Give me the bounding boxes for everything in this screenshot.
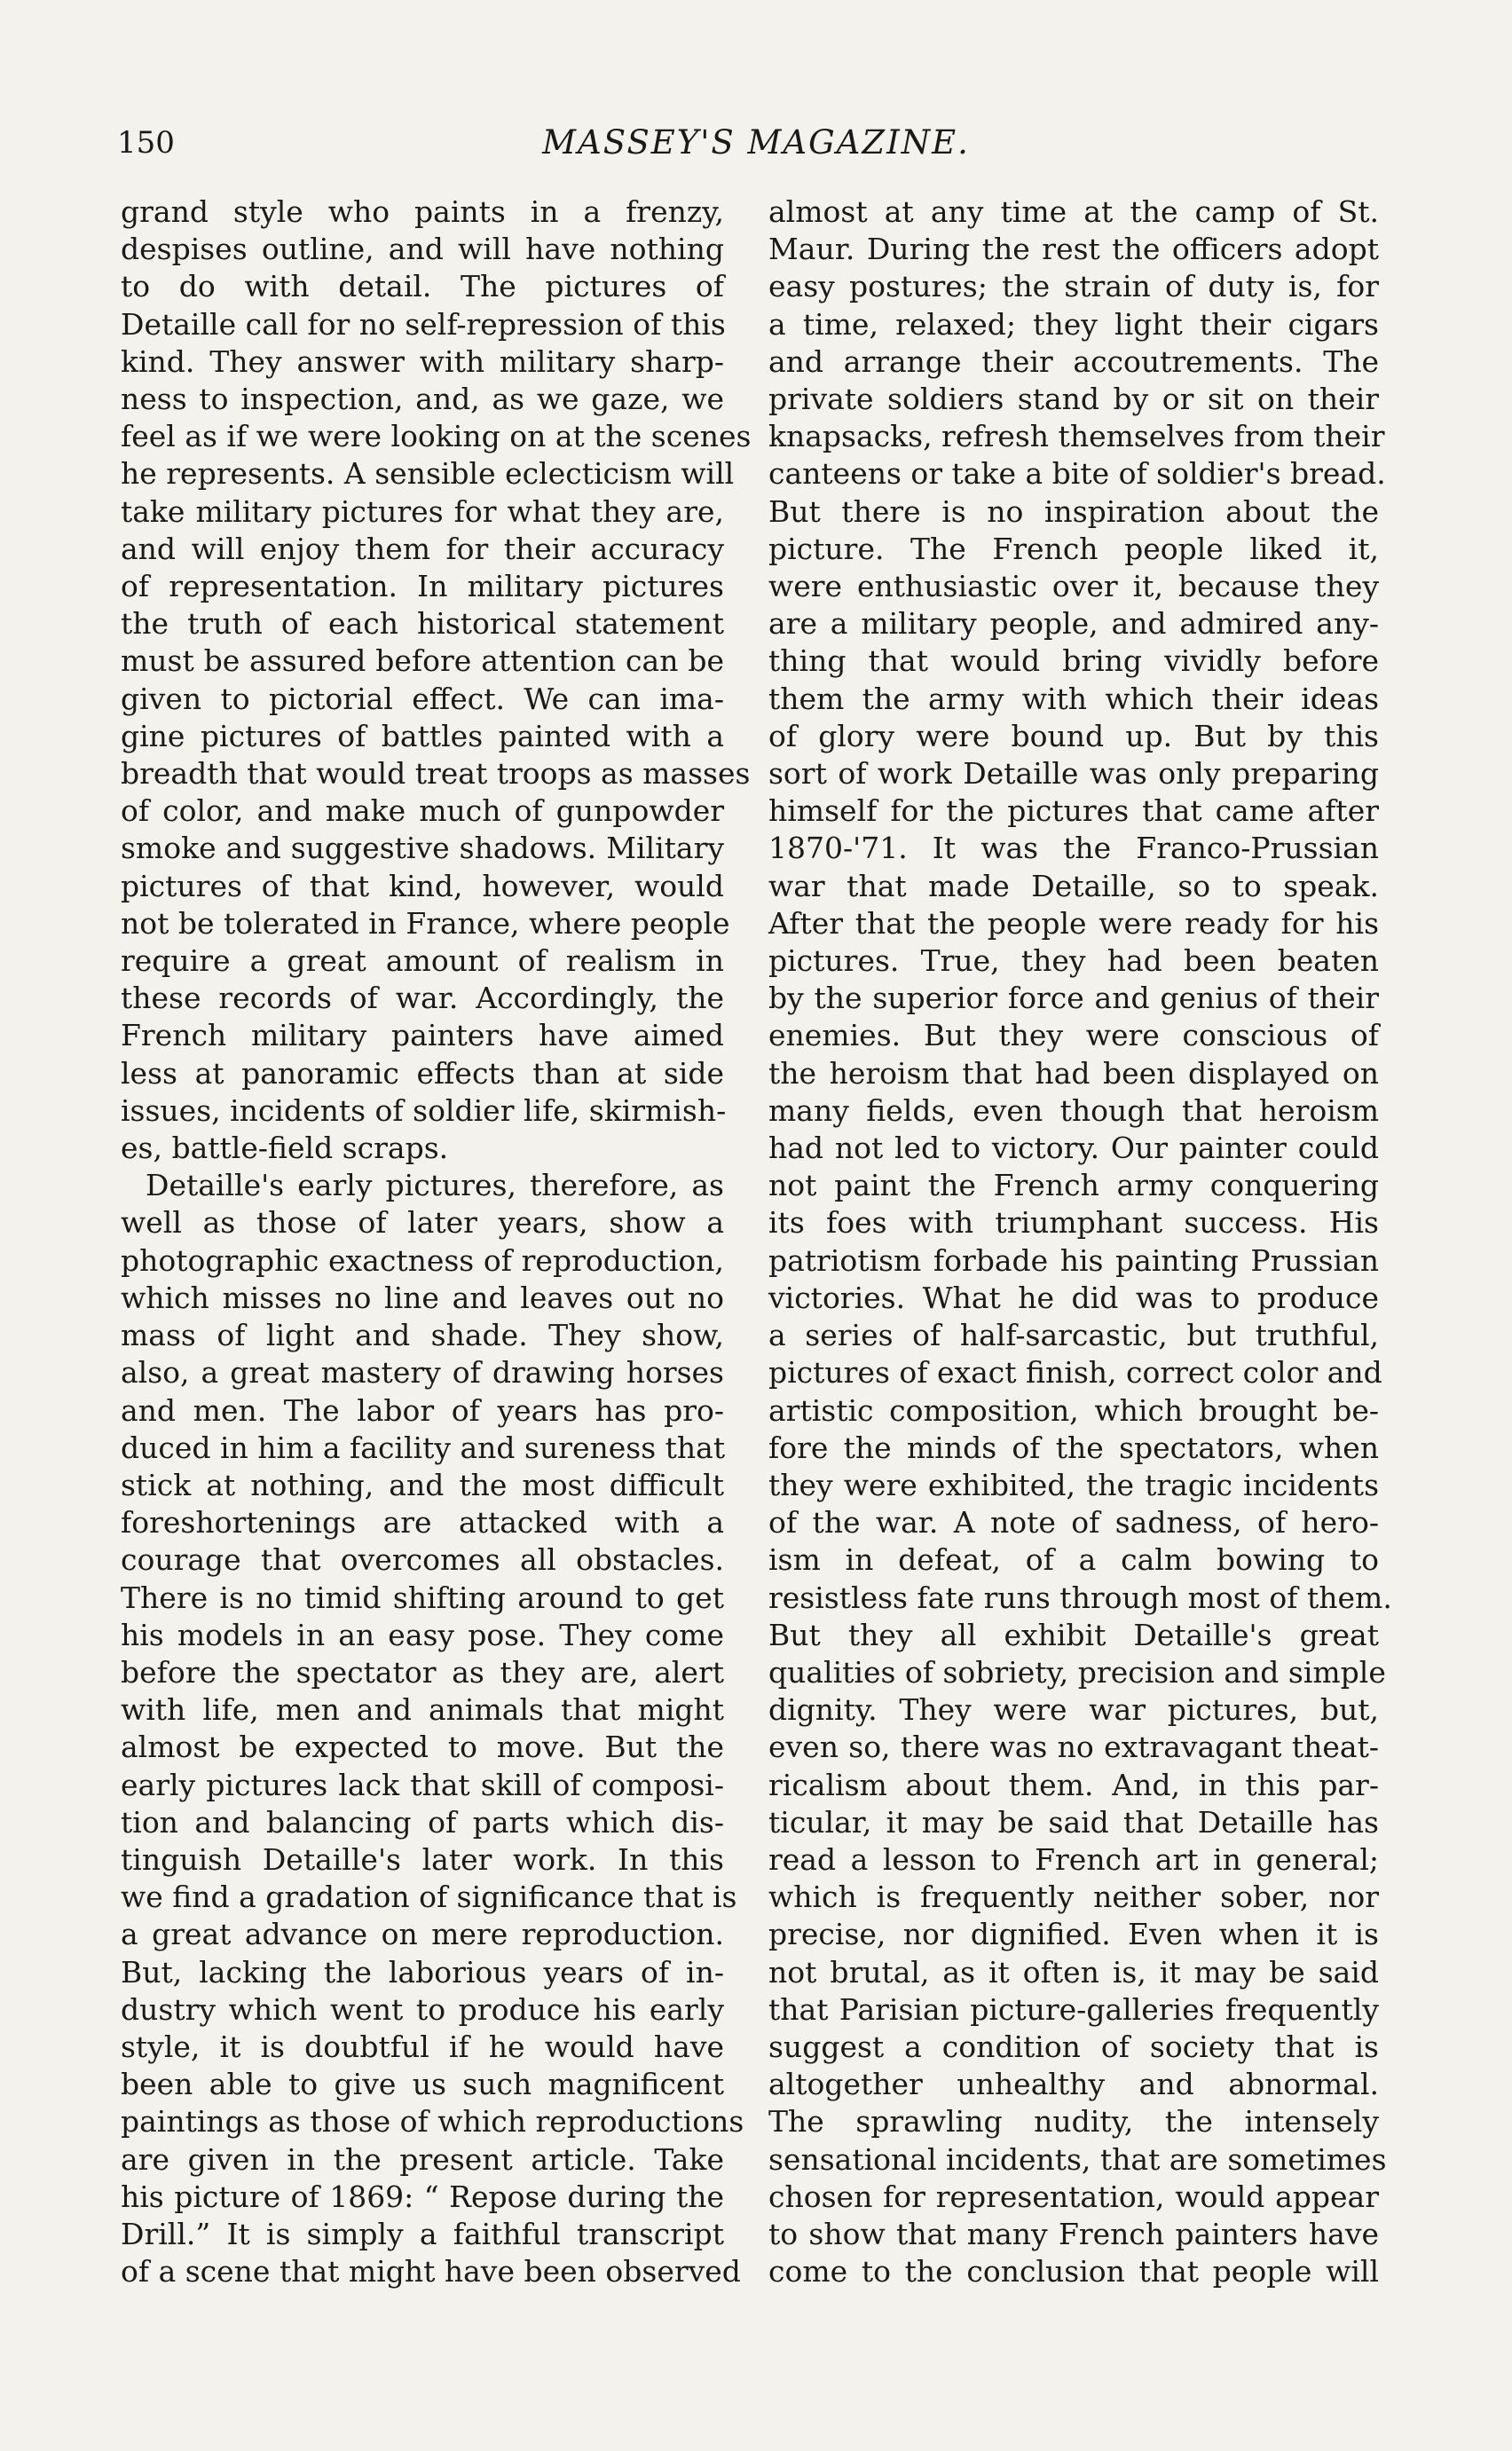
text-line: the heroism that had been displayed on xyxy=(768,1055,1379,1091)
text-line: fore the minds of the spectators, when xyxy=(768,1430,1379,1465)
text-line: to do with detail. The pictures of xyxy=(121,269,724,304)
text-line: Detaille call for no self-repression of this xyxy=(121,306,726,342)
text-line: of color, and make much of gunpowder xyxy=(121,793,724,829)
text-line: take military pictures for what they are, xyxy=(121,493,724,529)
text-line: we find a gradation of significance that is xyxy=(121,1880,737,1915)
text-line: not brutal, as it often is, it may be said xyxy=(768,1954,1379,1990)
text-line: Drill.” It is simply a faithful transcript xyxy=(121,2216,724,2251)
page-number: 150 xyxy=(117,125,175,161)
text-line: After that the people were ready for his xyxy=(768,905,1379,941)
text-line: stick at nothing, and the most difficult xyxy=(121,1467,724,1502)
text-line: easy postures; the strain of duty is, for xyxy=(768,269,1379,304)
text-line: qualities of sobriety, precision and simple xyxy=(768,1654,1386,1690)
text-line: which is frequently neither sober, nor xyxy=(768,1880,1379,1915)
text-line: the truth of each historical statement xyxy=(121,606,724,642)
text-line: mass of light and shade. They show, xyxy=(121,1318,724,1353)
text-line: resistless fate runs through most of them. xyxy=(768,1580,1392,1615)
text-line: less at panoramic effects than at side xyxy=(121,1055,724,1091)
text-line: a time, relaxed; they light their cigars xyxy=(768,306,1379,342)
text-line: require a great amount of realism in xyxy=(121,943,724,979)
text-line: given to pictorial effect. We can ima- xyxy=(121,681,724,716)
text-line: of representation. In military pictures xyxy=(121,569,724,604)
text-line: these records of war. Accordingly, the xyxy=(121,981,724,1016)
text-line: altogether unhealthy and abnormal. xyxy=(768,2067,1379,2102)
left-column xyxy=(121,193,752,2290)
text-line: private soldiers stand by or sit on their xyxy=(768,382,1379,417)
text-line: not be tolerated in France, where people xyxy=(121,905,730,941)
text-line: tinguish Detaille's later work. In this xyxy=(121,1841,724,1877)
text-line: kind. They answer with military sharp- xyxy=(121,343,724,379)
text-line: canteens or take a bite of soldier's bread. xyxy=(768,456,1386,492)
text-line: his picture of 1869: “ Repose during the xyxy=(121,2179,724,2214)
text-line: that Parisian picture-galleries frequently xyxy=(768,1991,1379,2027)
text-line: ness to inspection, and, as we gaze, we xyxy=(121,382,724,417)
text-line: There is no timid shifting around to get xyxy=(121,1580,724,1615)
text-line: them the army with which their ideas xyxy=(768,681,1379,716)
text-line: were enthusiastic over it, because they xyxy=(768,569,1379,604)
text-line: come to the conclusion that people will xyxy=(768,2254,1379,2289)
text-line: courage that overcomes all obstacles. xyxy=(121,1542,724,1578)
text-line: he represents. A sensible eclecticism will xyxy=(121,456,735,492)
text-line: photographic exactness of reproduction, xyxy=(121,1242,724,1278)
text-line: which misses no line and leaves out no xyxy=(121,1280,724,1315)
text-line: Maur. During the rest the officers adopt xyxy=(768,232,1379,267)
text-line: dustry which went to produce his early xyxy=(121,1991,724,2027)
text-line: patriotism forbade his painting Prussian xyxy=(768,1242,1379,1278)
text-line: es, battle-field scraps. xyxy=(121,1131,449,1166)
text-line: by the superior force and genius of their xyxy=(768,981,1379,1016)
text-line: artistic composition, which brought be- xyxy=(768,1392,1379,1428)
text-line: of glory were bound up. But by this xyxy=(768,718,1379,753)
text-line: dignity. They were war pictures, but, xyxy=(768,1692,1379,1728)
text-line: French military painters have aimed xyxy=(121,1018,724,1053)
text-line: with life, men and animals that might xyxy=(121,1692,724,1728)
text-line: been able to give us such magnificent xyxy=(121,2067,724,2102)
text-line: a great advance on mere reproduction. xyxy=(121,1917,724,1952)
text-line: pictures. True, they had been beaten xyxy=(768,943,1379,979)
right-column xyxy=(768,193,1392,2290)
text-line: himself for the pictures that came after xyxy=(768,793,1379,829)
text-line: style, it is doubtful if he would have xyxy=(121,2029,724,2064)
text-line: thing that would bring vividly before xyxy=(768,643,1379,679)
text-line: are a military people, and admired any- xyxy=(768,606,1379,642)
text-line: pictures of that kind, however, would xyxy=(121,868,724,903)
text-line: smoke and suggestive shadows. Military xyxy=(121,831,724,866)
text-line: pictures of exact finish, correct color and xyxy=(768,1355,1382,1391)
text-line: early pictures lack that skill of composi- xyxy=(121,1767,724,1802)
text-line: But, lacking the laborious years of in- xyxy=(121,1954,724,1990)
text-line: and men. The labor of years has pro- xyxy=(121,1392,724,1428)
text-line: ticular, it may be said that Detaille has xyxy=(768,1804,1379,1840)
text-line: had not led to victory. Our painter could xyxy=(768,1131,1379,1166)
text-line: suggest a condition of society that is xyxy=(768,2029,1379,2064)
text-line: ism in defeat, of a calm bowing to xyxy=(768,1542,1379,1578)
text-line: But there is no inspiration about the xyxy=(768,493,1379,529)
text-line: not paint the French army conquering xyxy=(768,1168,1379,1203)
text-line: precise, nor dignified. Even when it is xyxy=(768,1917,1379,1952)
text-line: enemies. But they were conscious of xyxy=(768,1018,1379,1053)
text-line: are given in the present article. Take xyxy=(121,2141,724,2177)
text-line: sort of work Detaille was only preparing xyxy=(768,756,1379,792)
text-line: must be assured before attention can be xyxy=(121,643,724,679)
text-line: picture. The French people liked it, xyxy=(768,531,1379,566)
text-line: foreshortenings are attacked with a xyxy=(121,1505,724,1541)
text-line: chosen for representation, would appear xyxy=(768,2179,1379,2214)
text-line: almost at any time at the camp of St. xyxy=(768,194,1379,229)
text-line: issues, incidents of soldier life, skirmish- xyxy=(121,1092,727,1128)
text-line: The sprawling nudity, the intensely xyxy=(768,2104,1379,2140)
text-line: read a lesson to French art in general; xyxy=(768,1841,1379,1877)
text-line: duced in him a facility and sureness that xyxy=(121,1430,726,1465)
text-line: ricalism about them. And, in this par- xyxy=(768,1767,1379,1802)
text-line: despises outline, and will have nothing xyxy=(121,232,724,267)
text-line: almost be expected to move. But the xyxy=(121,1730,724,1765)
text-line: and arrange their accoutrements. The xyxy=(768,343,1379,379)
text-line: tion and balancing of parts which dis- xyxy=(121,1804,724,1840)
text-line: a series of half-sarcastic, but truthful, xyxy=(768,1318,1379,1353)
text-line: of a scene that might have been observed xyxy=(121,2254,741,2289)
text-line: war that made Detaille, so to speak. xyxy=(768,868,1379,903)
text-line: they were exhibited, the tragic incidents xyxy=(768,1467,1379,1502)
running-head: MASSEY'S MAGAZINE. xyxy=(542,123,970,162)
text-line: But they all exhibit Detaille's great xyxy=(768,1617,1379,1652)
text-line: sensational incidents, that are sometimes xyxy=(768,2141,1387,2177)
text-line: his models in an easy pose. They come xyxy=(121,1617,724,1652)
text-line: even so, there was no extravagant theat- xyxy=(768,1730,1379,1765)
text-line: knapsacks, refresh themselves from their xyxy=(768,419,1385,454)
text-line: Detaille's early pictures, therefore, as xyxy=(146,1168,724,1203)
text-line: many fields, even though that heroism xyxy=(768,1092,1379,1128)
text-line: its foes with triumphant success. His xyxy=(768,1205,1379,1241)
text-line: feel as if we were looking on at the scenes xyxy=(121,419,752,454)
text-line: and will enjoy them for their accuracy xyxy=(121,531,724,566)
text-line: victories. What he did was to produce xyxy=(768,1280,1379,1315)
text-line: well as those of later years, show a xyxy=(121,1205,724,1241)
text-line: also, a great mastery of drawing horses xyxy=(121,1355,724,1391)
text-line: grand style who paints in a frenzy, xyxy=(121,194,724,229)
text-line: of the war. A note of sadness, of hero- xyxy=(768,1505,1379,1541)
text-line: paintings as those of which reproductions xyxy=(121,2104,744,2140)
text-line: gine pictures of battles painted with a xyxy=(121,718,724,753)
text-line: breadth that would treat troops as masses xyxy=(121,756,751,792)
text-line: 1870-'71. It was the Franco-Prussian xyxy=(768,831,1379,866)
text-line: before the spectator as they are, alert xyxy=(121,1654,724,1690)
text-line: to show that many French painters have xyxy=(768,2216,1379,2251)
